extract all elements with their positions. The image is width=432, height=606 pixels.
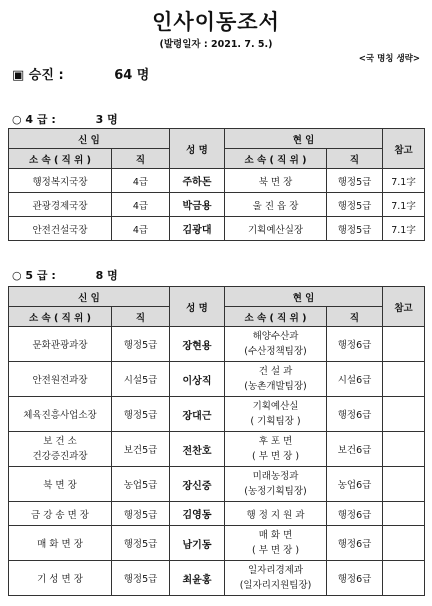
current-dept-line1: 일자리경제과 (247, 565, 304, 576)
current-dept-line2: (농정기획팀장) (244, 486, 307, 497)
header-new-dept: 소 속 ( 직 위 ) (9, 149, 112, 169)
current-dept (225, 467, 327, 502)
current-dept (225, 526, 327, 561)
table-row (9, 217, 425, 241)
new-dept: 관광경제국장 (9, 193, 112, 217)
person-name: 최윤홍 (170, 561, 225, 596)
remark (383, 561, 425, 596)
new-rank: 4급 (112, 217, 170, 241)
current-dept-line1: 미래농정과 (252, 471, 299, 482)
header-new: 신 임 (9, 287, 170, 307)
current-rank: 행정5급 (327, 193, 383, 217)
person-name: 전찬호 (170, 432, 225, 467)
note-label: <국 명칭 생략> (358, 54, 420, 64)
remark (383, 327, 425, 362)
table-row (9, 362, 425, 397)
current-dept: 기획예산실장 (225, 217, 327, 241)
person-name: 주하돈 (170, 169, 225, 193)
remark: 7.1字 (383, 217, 425, 241)
new-rank: 행정5급 (112, 561, 170, 596)
issue-date: (발령일자 : 2021. 7. 5.) (159, 39, 273, 50)
current-dept-line1: 매 화 면 (258, 530, 293, 541)
person-name: 박금용 (170, 193, 225, 217)
new-dept-line2: 건강증진과장 (32, 451, 88, 462)
header-cur-rank: 직 (327, 307, 383, 327)
current-rank: 행정6급 (327, 327, 383, 362)
remark (383, 467, 425, 502)
remark (383, 362, 425, 397)
current-rank: 행정6급 (327, 397, 383, 432)
new-rank: 4급 (112, 193, 170, 217)
header-cur-rank: 직 (327, 149, 383, 169)
new-dept: 기 성 면 장 (9, 561, 112, 596)
table-row (9, 467, 425, 502)
table-row (9, 502, 425, 526)
grade4-heading (12, 111, 118, 127)
person-name: 장대근 (170, 397, 225, 432)
remark (383, 526, 425, 561)
current-dept (225, 362, 327, 397)
current-dept: 울 진 읍 장 (225, 193, 327, 217)
header-remark: 참고 (383, 287, 425, 327)
table-row (9, 432, 425, 467)
grade4-label: ○ 4 급 : (12, 113, 56, 126)
new-dept: 북 면 장 (9, 467, 112, 502)
new-rank: 4급 (112, 169, 170, 193)
grade5-label: ○ 5 급 : (12, 269, 56, 282)
current-dept-line1: 후 포 면 (258, 436, 293, 447)
person-name: 남기동 (170, 526, 225, 561)
remark: 7.1字 (383, 169, 425, 193)
new-dept: 체육진흥사업소장 (9, 397, 112, 432)
grade4-table (8, 128, 425, 241)
person-name: 김영동 (170, 502, 225, 526)
current-dept (225, 327, 327, 362)
new-rank: 행정5급 (112, 502, 170, 526)
current-dept-line2: ( 기획팀장 ) (250, 416, 301, 427)
grade5-count: 8 명 (95, 269, 118, 282)
current-dept-line2: ( 부 면 장 ) (252, 451, 300, 462)
current-rank: 보건6급 (327, 432, 383, 467)
header-name: 성 명 (170, 129, 225, 169)
new-rank: 행정5급 (112, 327, 170, 362)
current-rank: 시설6급 (327, 362, 383, 397)
promotion-label: ▣ 승진 : (12, 68, 64, 83)
header-new-rank: 직 (112, 149, 170, 169)
remark: 7.1字 (383, 193, 425, 217)
header-name: 성 명 (170, 287, 225, 327)
grade5-heading (12, 267, 118, 283)
header-new: 신 임 (9, 129, 170, 149)
new-rank: 행정5급 (112, 526, 170, 561)
person-name: 장현용 (170, 327, 225, 362)
table-row (9, 169, 425, 193)
current-dept-line1: 기획예산실 (252, 401, 299, 412)
grade4-count: 3 명 (95, 113, 118, 126)
current-dept: 북 면 장 (225, 169, 327, 193)
current-dept-line2: (수산정책팀장) (244, 346, 307, 357)
remark (383, 502, 425, 526)
table-row (9, 397, 425, 432)
current-dept-line1: 건 설 과 (258, 366, 293, 377)
new-dept: 금 강 송 면 장 (9, 502, 112, 526)
current-dept-line2: (농촌개발팀장) (244, 381, 307, 392)
header-new-rank: 직 (112, 307, 170, 327)
header-cur-dept: 소 속 ( 직 위 ) (225, 149, 327, 169)
table-row (9, 561, 425, 596)
current-dept (225, 397, 327, 432)
current-rank: 행정6급 (327, 502, 383, 526)
header-new-dept: 소 속 ( 직 위 ) (9, 307, 112, 327)
document-title: 인사이동조서 (152, 10, 280, 34)
header-current: 현 임 (225, 129, 383, 149)
header-remark: 참고 (383, 129, 425, 169)
remark (383, 397, 425, 432)
current-dept (225, 432, 327, 467)
current-rank: 행정6급 (327, 526, 383, 561)
current-rank: 행정5급 (327, 169, 383, 193)
new-dept-line1: 보 건 소 (43, 436, 77, 447)
remark (383, 432, 425, 467)
header-cur-dept: 소 속 ( 직 위 ) (225, 307, 327, 327)
new-dept: 안전원전과장 (9, 362, 112, 397)
table-row (9, 526, 425, 561)
person-name: 이상직 (170, 362, 225, 397)
current-dept (225, 561, 327, 596)
promotion-count: 64 명 (114, 68, 150, 83)
header-current: 현 임 (225, 287, 383, 307)
new-rank: 보건5급 (112, 432, 170, 467)
grade5-table (8, 286, 425, 596)
person-name: 김광대 (170, 217, 225, 241)
current-dept: 행 정 지 원 과 (225, 502, 327, 526)
promotion-summary (12, 64, 149, 83)
current-dept-line1: 해양수산과 (252, 331, 299, 342)
new-dept: 행정복지국장 (9, 169, 112, 193)
table-row (9, 327, 425, 362)
new-dept: 문화관광과장 (9, 327, 112, 362)
new-rank: 시설5급 (112, 362, 170, 397)
current-dept-line2: (일자리지원팀장) (239, 580, 312, 591)
new-dept: 안전건설국장 (9, 217, 112, 241)
new-rank: 행정5급 (112, 397, 170, 432)
current-dept-line2: ( 부 면 장 ) (252, 545, 300, 556)
new-dept: 매 화 면 장 (9, 526, 112, 561)
current-rank: 농업6급 (327, 467, 383, 502)
person-name: 장신중 (170, 467, 225, 502)
current-rank: 행정6급 (327, 561, 383, 596)
current-rank: 행정5급 (327, 217, 383, 241)
new-dept (9, 432, 112, 467)
table-row (9, 193, 425, 217)
new-rank: 농업5급 (112, 467, 170, 502)
